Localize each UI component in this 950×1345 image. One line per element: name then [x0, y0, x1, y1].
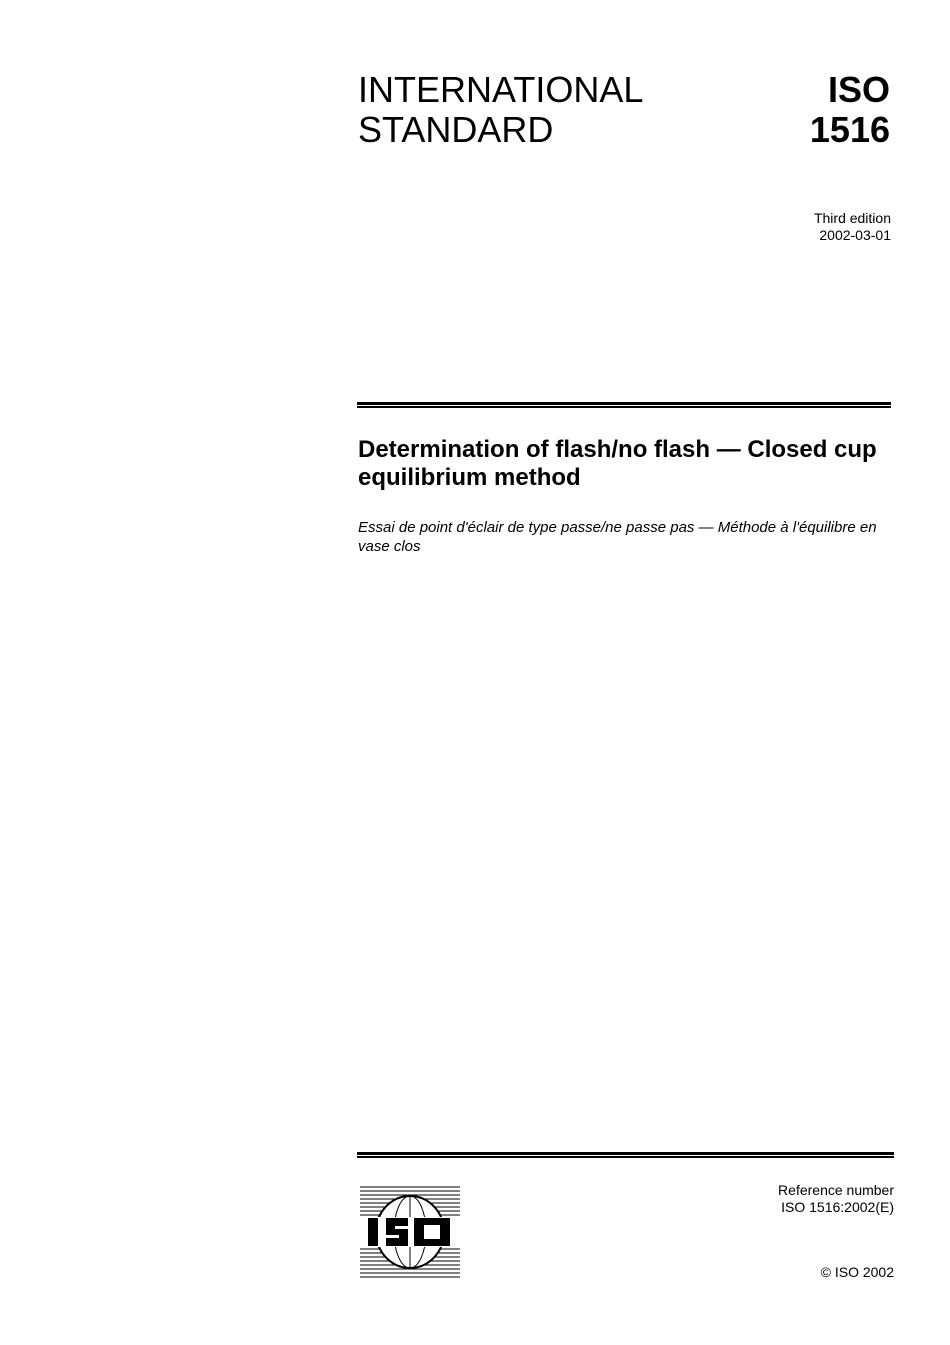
reference-number: ISO 1516:2002(E) [781, 1199, 894, 1215]
iso-logo-icon [360, 1186, 460, 1278]
edition-label: Third edition [813, 210, 891, 226]
bottom-divider [357, 1152, 894, 1158]
document-title-french: Essai de point d'éclair de type passe/ne passe pas — Méthode à l'équilibre en vase clos [358, 519, 877, 555]
document-title: Determination of flash/no flash — Closed cup equilibrium method [358, 436, 877, 491]
standard-number-value: 1516 [809, 109, 890, 150]
document-type [358, 70, 643, 150]
reference-block [778, 1182, 894, 1216]
document-type-line2: STANDARD [358, 109, 554, 150]
document-type-line1: INTERNATIONAL [358, 69, 644, 110]
standard-org: ISO [827, 69, 890, 110]
top-divider [357, 402, 891, 408]
copyright-notice: © ISO 2002 [820, 1264, 894, 1280]
standard-number [810, 70, 890, 150]
reference-label: Reference number [778, 1182, 894, 1198]
edition-date: 2002-03-01 [819, 227, 891, 243]
edition-block [814, 210, 891, 244]
